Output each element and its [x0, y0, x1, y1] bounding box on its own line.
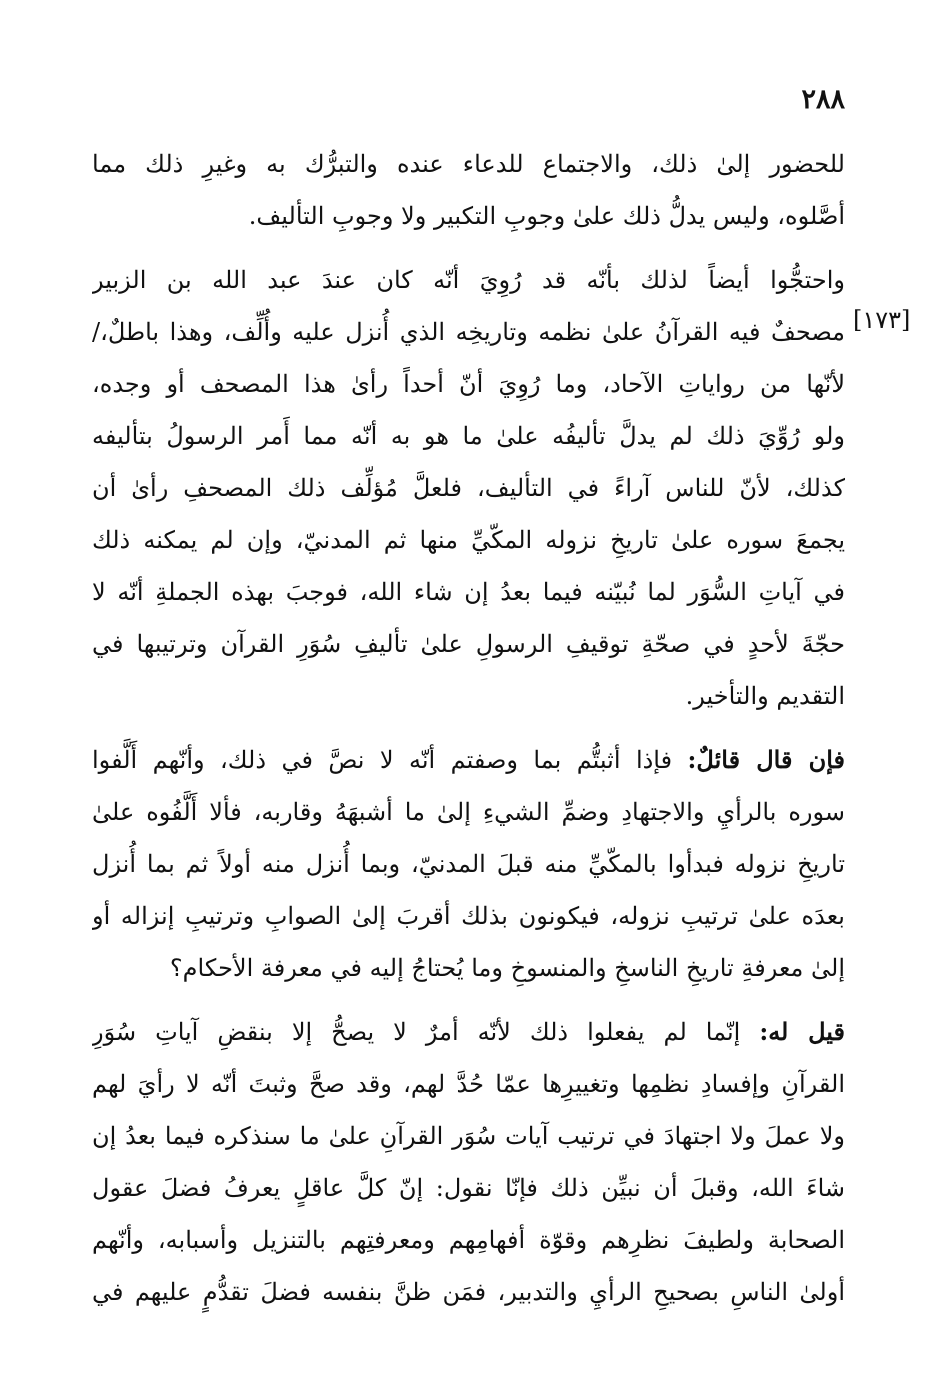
text-line: واحتجُّوا أيضاً لذلك بأنّه قد رُوِيَ أنّه كان عندَ عبد الله بن الزبير: [92, 266, 845, 294]
text-line: شاءَ الله، وقبلَ أن نبيِّن ذلك فإنّا نقول: إنّ كلَّ عاقلٍ يعرفُ فضلَ عقول: [92, 1174, 845, 1202]
text-line: كذلك، لأنّ للناس آراءً في التأليف، فلعلَّ مُؤلِّف ذلك المصحفِ رأىٰ أن: [92, 474, 845, 502]
text-line: لأنّها من رواياتِ الآحاد، وما رُوِيَ أنّ أحداً رأىٰ هذا المصحف أو وجده،: [92, 370, 845, 398]
text-line: إلىٰ معرفةِ تاريخِ الناسخِ والمنسوخِ وما يُحتاجُ إليه في معرفة الأحكام؟: [169, 954, 845, 982]
paragraph: [92, 254, 911, 722]
text-line: الصحابة ولطيفَ نظرِهم وقوّة أفهامِهم ومعرفتِهم بالتنزيل وأسبابه، وأنّهم: [92, 1226, 845, 1254]
text-line: [92, 734, 845, 786]
paragraph: [92, 1006, 845, 1318]
text-line: القرآنِ وإفسادِ نظمِها وتغييرِها عمّا حُدَّ لهم، وقد صحَّ وثبتَ أنّه لا رأيَ لهم: [92, 1070, 845, 1098]
text-line: للحضور إلىٰ ذلك، والاجتماع للدعاء عنده والتبرُّك به وغيرِ ذلك مما: [92, 150, 845, 178]
text-line: سوره بالرأيِ والاجتهادِ وضمِّ الشيءِ إلىٰ ما أشبهَهُ وقاربه، فألا أَلَّفُوه علىٰ: [92, 798, 845, 826]
text-line: يجمعَ سوره علىٰ تاريخِ نزوله المكّيِّ منها ثم المدنيّ، وإن لم يمكنه ذلك: [92, 526, 845, 554]
text-run: فإذا أثبتُّم بما وصفتم أنّه لا نصَّ في ذلك، وأنّهم أَلَّفوا: [92, 746, 688, 774]
body-text: [92, 138, 911, 1318]
text-line: ولو رُوِّيَ ذلك لم يدلَّ تأليفُه علىٰ ما هو به أنّه مما أَمر الرسولُ بتأليفه: [92, 422, 845, 450]
text-run: إنّما لم يفعلوا ذلك لأنّه أمرٌ لا يصحُّ إلا بنقضِ آياتِ سُوَرِ: [92, 1018, 760, 1046]
text-line: أولىٰ الناسِ بصحيحِ الرأيِ والتدبير، فمَن ظنَّ بنفسه فضلَ تقدُّمٍ عليهم في: [92, 1278, 845, 1306]
paragraph-lead: قيل له:: [759, 1017, 845, 1046]
page-number: ٢٨٨: [801, 84, 845, 115]
text-line: تاريخِ نزوله فبدأوا بالمكّيِّ منه قبلَ المدنيّ، وبما أُنزل منه أولاً ثم بما أُنزل: [92, 850, 845, 878]
text-line: مصحفٌ فيه القرآنُ علىٰ نظمه وتاريخِه الذي أُنزل عليه وأُلِّف، وهذا باطلٌ،/: [92, 318, 845, 346]
paragraph-lead: فإن قال قائلٌ:: [687, 745, 845, 774]
paragraph: [92, 138, 845, 242]
text-line: في آياتِ السُّوَر لما نُبيّنه فيما بعدُ إن شاء الله، فوجبَ بهذه الجملةِ أنّه لا: [92, 578, 845, 606]
text-line: [92, 1006, 845, 1058]
text-line: أصَّلوه، وليس يدلُّ ذلك علىٰ وجوبِ التكبير ولا وجوبِ التأليف.: [248, 202, 845, 230]
text-line-with-margin-marker: [92, 306, 911, 358]
paragraph: [92, 734, 845, 994]
text-line: التقديم والتأخير.: [685, 682, 845, 710]
text-line: بعدَه علىٰ ترتيبِ نزوله، فيكونون بذلك أقربَ إلىٰ الصوابِ وترتيبِ إنزاله أو: [92, 902, 845, 930]
text-line: ولا عملَ ولا اجتهادَ في ترتيب آيات سُوَر القرآنِ علىٰ ما سنذكره فيما بعدُ إن: [92, 1122, 845, 1150]
margin-page-marker: [١٧٣]: [853, 306, 911, 334]
text-line: حجّةَ لأحدٍ في صحّةِ توقيفِ الرسولِ علىٰ تأليفِ سُوَرِ القرآن وترتيبها في: [92, 630, 845, 658]
